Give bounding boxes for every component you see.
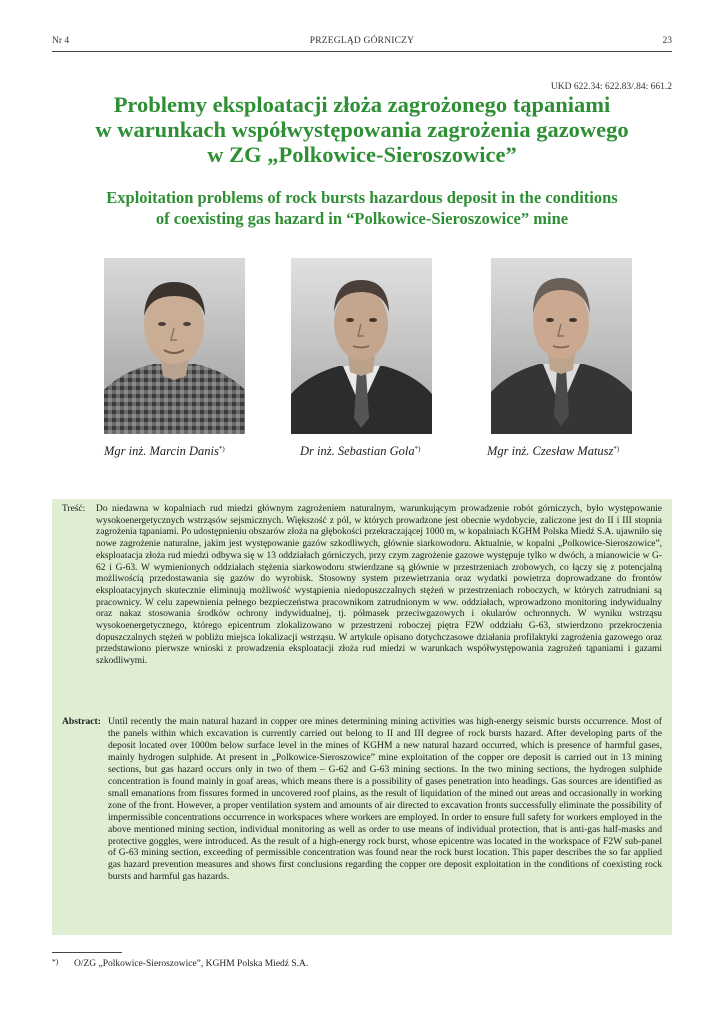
abstract-text: Until recently the main natural hazard in copper ore mines determining mining activities was high-energy seismic bursts occurrence. Most of the panels within which excavation is currently carried out belong to II and III degree of rock bursts hazard. After developing parts of the deposit located over 1000m below surface level in the mines of KGHM a new natural hazard occurred, which is presence of harmful gases, mainly hydrogen sulphide. At present in „Polkowice-Sieroszowice” mine exploitation of the copper ore deposit is carried out in 13 mining sections, but gas hazard occurs only in two of them – G-62 and G-63 mining sections. In the two mining sections, the hydrogen sulphide concentration is found mainly in goaf areas, which means there is a possibility of gases penetration into headings. Gas sources are identified as small emanations from fissures formed in uncovered roof plains, as the result of liquidation of the mined out areas and occasionally in working zone of the front. However, a proper ventilation system and amounts of air directed to excavation fronts successfully eliminate the possibility of impermissible concentrations occurrence in workspaces where workers are employed. In order to ensure full safety for workers employed in the above mentioned mining section, individual monitoring as well as order to use means of individual protection, that is anti-gas half-masks and protective goggles, were introduced. As the result of a high-energy rock burst, whose epicentre was located in the workspace of F2W sub-panel of G-63 mining section, exceeding of permissible concentration was found near the rock burst location. This paper describes the so far applied gas hazard prevention measures and shows first conclusions regarding the copper ore deposit exploitation in the conditions of coexisting rock bursts and harmful gas hazards. (108, 716, 662, 883)
title-english-line: of coexisting gas hazard in “Polkowice-Sieroszowice” mine (155, 209, 569, 228)
title-english-line: Exploitation problems of rock bursts hazardous deposit in the conditions (106, 188, 618, 207)
title-polish-line: Problemy eksploatacji złoża zagrożonego tąpaniami (113, 92, 611, 117)
summary-polish-label: Treść: (62, 504, 86, 514)
footnote (52, 957, 308, 969)
author-name: Mgr inż. Marcin Danis (104, 444, 219, 458)
footnote-text: O/ZG „Polkowice-Sieroszowice”, KGHM Polska Miedź S.A. (74, 959, 309, 969)
header-divider (52, 51, 672, 52)
title-polish-line: w warunkach współwystępowania zagrożenia gazowego (95, 117, 629, 142)
author-photo-matusz (491, 258, 632, 434)
summary-polish-text: Do niedawna w kopalniach rud miedzi głównym zagrożeniem naturalnym, warunkującym prowadzenie robót górniczych, było występowanie wysokoenergetycznych wstrząsów sejsmicznych. Większość z pól, w których prowadzone jest obecnie wydobycie, zaliczone jest do II i III stopnia zagrożenia tąpaniami. Po udostępnieniu obszarów złoża na głębokości przekraczającej 1000 m, w kopalniach KGHM Polska Miedź S.A. ujawniło się nowe zagrożenie naturalne, jakim jest występowanie gazów szkodliwych, głównie siarkowodoru. Aktualnie, w kopalni „Polkowice-Sieroszowice”, eksploatacja złoża rud miedzi odbywa się w 13 oddziałach górniczych, przy czym zagrożenie gazowe występuje tylko w dwóch, a mianowicie w G-62 i G-63. W wymienionych oddziałach stężenia siarkowodoru stwierdzane są głównie w przestrzeniach zrobowych, co łączy się z potencjalną możliwością przedostawania się gazów do wyrobisk. Stosowny system przewietrzania oraz wydatki powietrza doprowadzane do frontów eksploatacyjnych skutecznie eliminują możliwość wystąpienia niedopuszczalnych stężeń w przestrzeniach roboczych, w których zatrudniani są pracownicy. W celu zapewnienia pełnego bezpieczeństwa pracownikom zatrudnionym w ww. oddziałach, wprowadzono monitoring indywidualny oraz nakaz stosowania środków ochrony indywidualnej, tj. półmasek przeciwgazowych i okularów ochronnych. W wyniku wstrząsu wysokoenergetycznego, którego epicentrum zlokalizowano w przestrzeni roboczej piętra F2W oddziału G-63, stwierdzono przekroczenia dopuszczalnych stężeń w pobliżu miejsca lokalizacji wstrząsu. W artykule opisano dotychczasowe działania profilaktyki zagrożenia gazowego oraz przedstawiono pierwsze wnioski z prowadzenia eksploatacji złoża rud miedzi w warunkach współwystępowania zagrożeń tąpaniami i gazami szkodliwymi. (96, 504, 662, 667)
footnote-divider (52, 952, 122, 953)
author-caption (104, 444, 225, 459)
journal-name: PRZEGLĄD GÓRNICZY (309, 36, 415, 46)
title-english (52, 187, 672, 229)
author-caption (300, 444, 420, 459)
author-footnote-mark: *) (414, 445, 421, 453)
author-footnote-mark: *) (613, 445, 620, 453)
title-polish (52, 92, 672, 167)
ukd-classification: UKD 622.34: 622.83/.84: 661.2 (550, 82, 672, 92)
title-polish-line: w ZG „Polkowice-Sieroszowice” (207, 142, 517, 167)
author-photo-danis (104, 258, 245, 434)
author-name: Dr inż. Sebastian Gola (300, 444, 415, 458)
author-photo-gola (291, 258, 432, 434)
author-footnote-mark: *) (218, 445, 225, 453)
page-number: 23 (662, 36, 672, 46)
abstract-label-text: Abstract (62, 716, 98, 727)
summary-polish (62, 504, 662, 714)
author-caption (487, 444, 619, 459)
issue-number: Nr 4 (52, 36, 70, 46)
footnote-mark: *) (52, 957, 59, 966)
summary-english (62, 716, 662, 931)
author-name: Mgr inż. Czesław Matusz (487, 444, 614, 458)
abstract-label: Abstract: (62, 716, 101, 727)
running-header (52, 36, 672, 50)
